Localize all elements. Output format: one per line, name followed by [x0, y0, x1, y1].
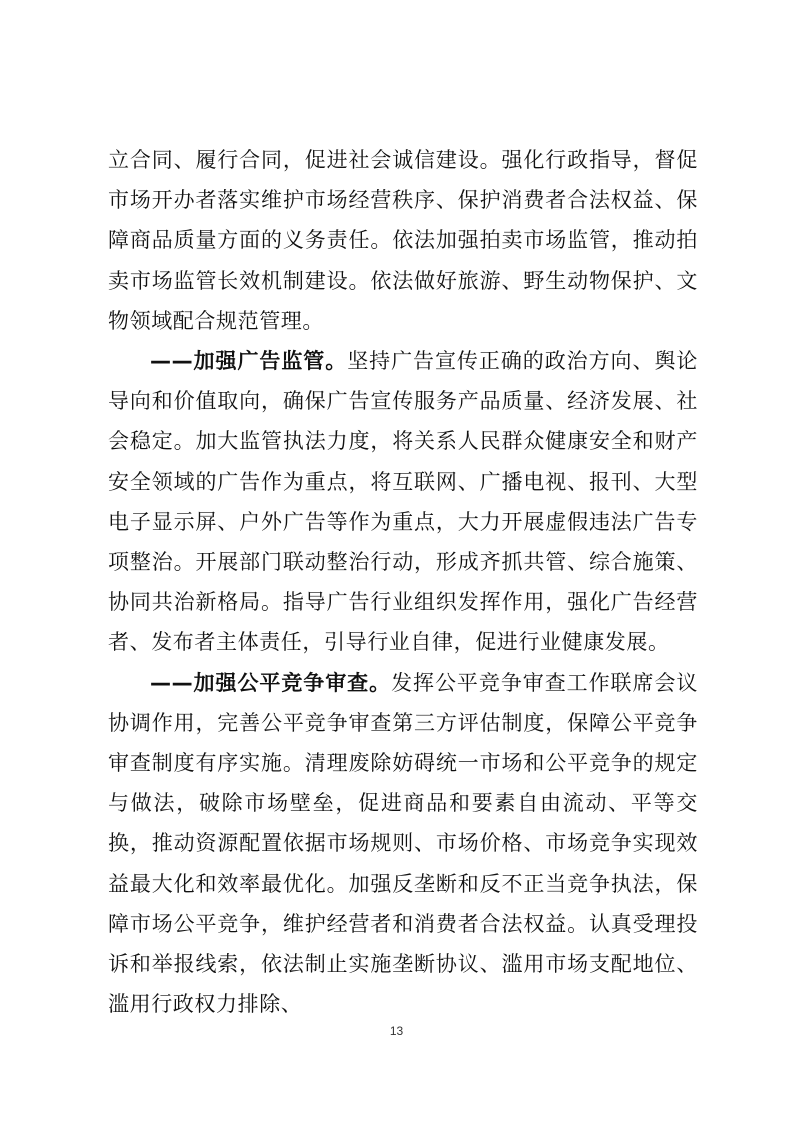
paragraph-2	[108, 341, 698, 663]
paragraph-3-text: 发挥公平竞争审查工作联席会议协调作用，完善公平竞争审查第三方评估制度，保障公平竞争审查制度有序实施。清理废除妨碍统一市场和公平竞争的规定与做法，破除市场壁垒，促进商品和要素自由流动、平等交换，推动资源配置依据市场规则、市场价格、市场竞争实现效益最大化和效率最优化。加强反垄断和反不正当竞争执法，保障市场公平竞争，维护经营者和消费者合法权益。认真受理投诉和举报线索，依法制止实施垄断协议、滥用市场支配地位、滥用行政权力排除、	[108, 670, 698, 1017]
paragraph-2-heading: ——加强广告监管。	[150, 349, 348, 374]
paragraph-1	[108, 140, 698, 341]
page-number: 13	[389, 1024, 404, 1038]
paragraph-3	[108, 663, 698, 1025]
body-text	[108, 140, 698, 1024]
paragraph-2-text: 坚持广告宣传正确的政治方向、舆论导向和价值取向，确保广告宣传服务产品质量、经济发展、社会稳定。加大监管执法力度，将关系人民群众健康安全和财产安全领域的广告作为重点，将互联网、广播电视、报刊、大型电子显示屏、户外广告等作为重点，大力开展虚假违法广告专项整治。开展部门联动整治行动，形成齐抓共管、综合施策、协同共治新格局。指导广告行业组织发挥作用，强化广告经营者、发布者主体责任，引导行业自律，促进行业健康发展。	[108, 349, 698, 655]
paragraph-1-text: 立合同、履行合同，促进社会诚信建设。强化行政指导，督促市场开办者落实维护市场经营秩序、保护消费者合法权益、保障商品质量方面的义务责任。依法加强拍卖市场监管，推动拍卖市场监管长效机制建设。依法做好旅游、野生动物保护、文物领域配合规范管理。	[108, 148, 698, 333]
paragraph-3-heading: ——加强公平竞争审查。	[150, 670, 392, 695]
